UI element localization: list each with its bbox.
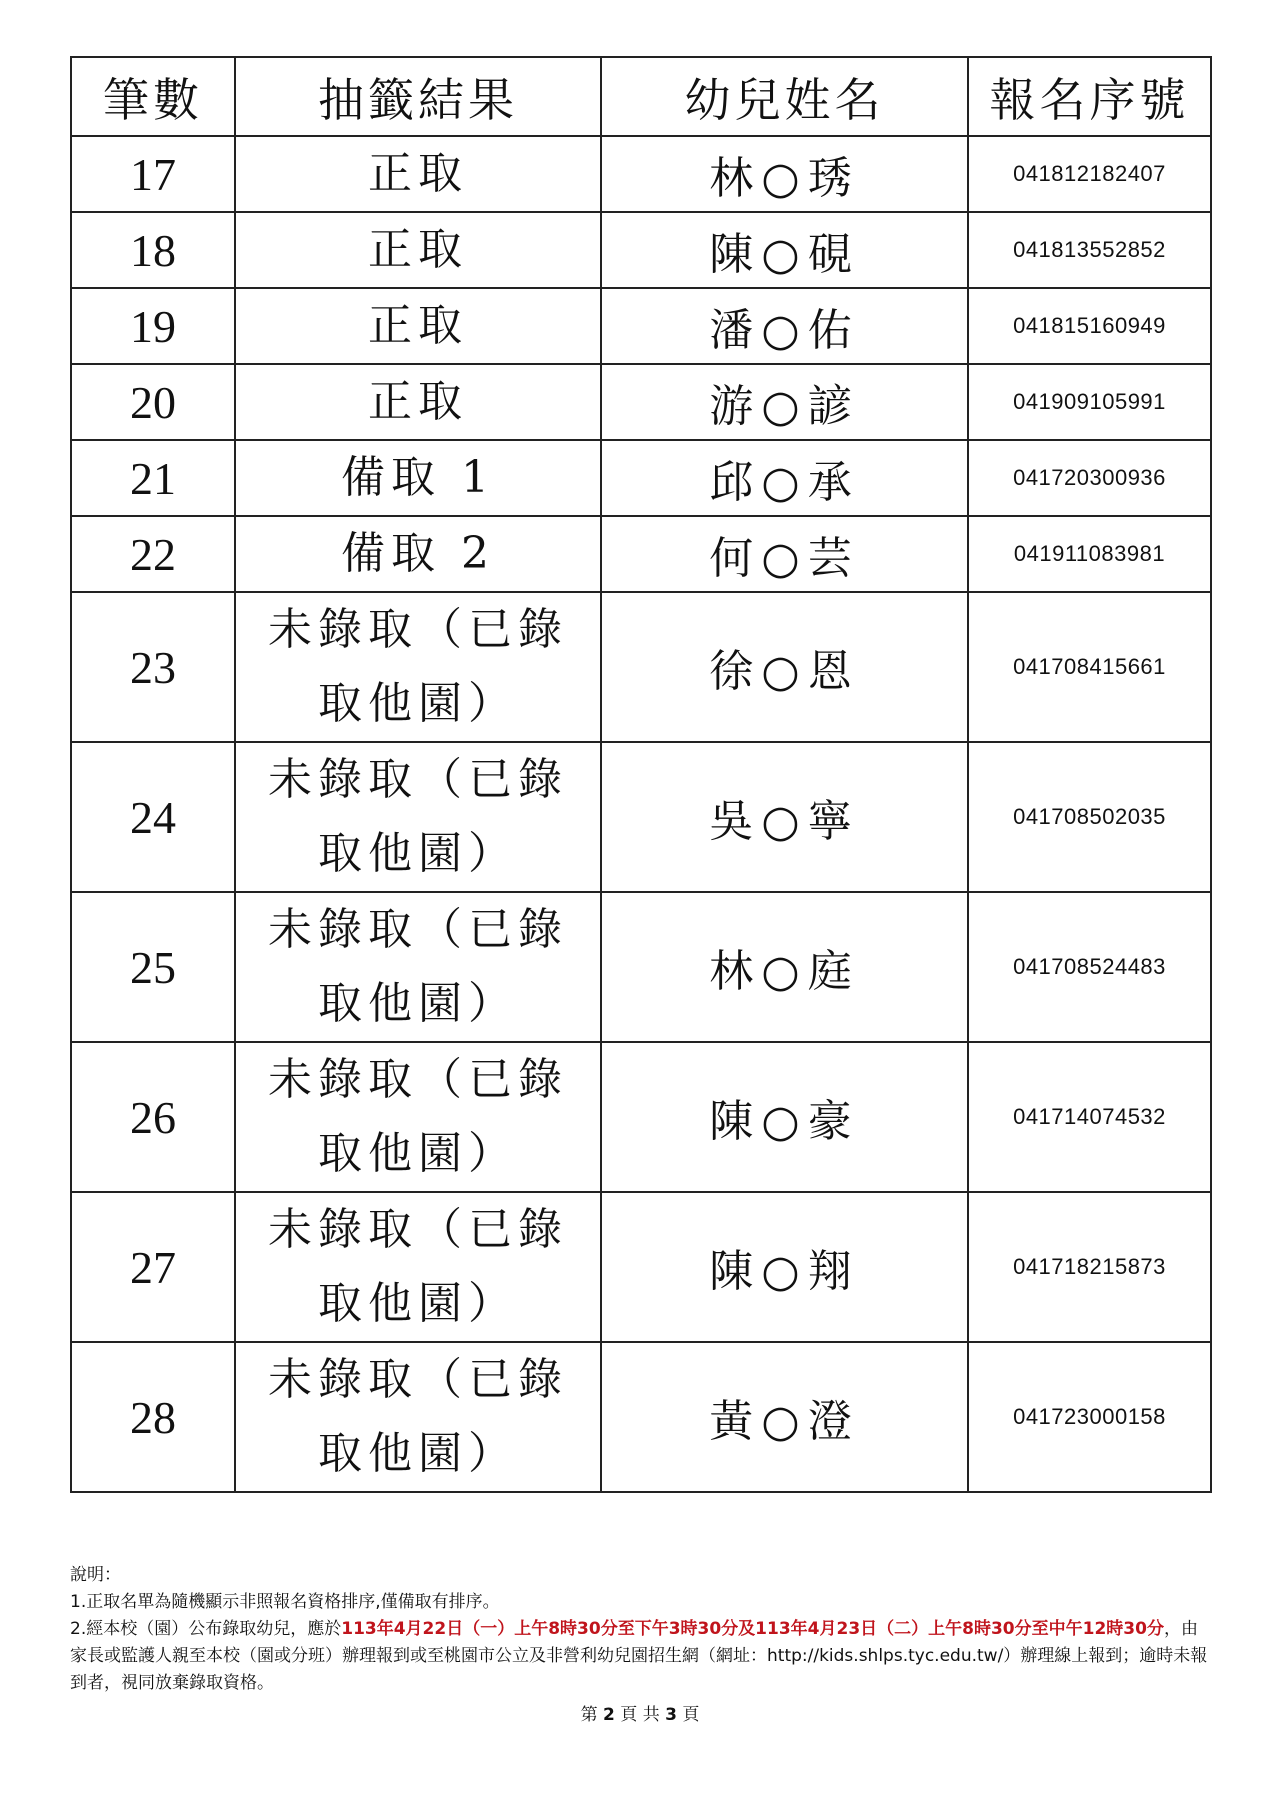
row-registration-id: 041708415661	[968, 592, 1211, 742]
header-registration-id: 報名序號	[968, 57, 1211, 136]
row-count: 18	[71, 212, 235, 288]
note-item-2	[70, 1616, 1210, 1697]
row-result	[235, 1192, 601, 1342]
table-row	[71, 136, 1211, 212]
row-registration-id: 041815160949	[968, 288, 1211, 364]
row-child-name: 黃○澄	[601, 1342, 968, 1492]
row-result	[235, 516, 601, 592]
table-row	[71, 516, 1211, 592]
table-row	[71, 892, 1211, 1042]
header-count: 筆數	[71, 57, 235, 136]
row-result-text: 正取	[368, 148, 468, 199]
row-child-name: 林○庭	[601, 892, 968, 1042]
note-item-1: 1.正取名單為隨機顯示非照報名資格排序,僅備取有排序。	[70, 1592, 500, 1612]
row-result-text: 未錄取（已錄取他園）	[268, 1354, 568, 1479]
table-body	[71, 136, 1211, 1492]
row-child-name: 吳○寧	[601, 742, 968, 892]
notes-title: 說明：	[70, 1565, 121, 1585]
row-result-text: 未錄取（已錄取他園）	[268, 754, 568, 879]
page-suffix: 頁	[682, 1705, 700, 1725]
page-middle: 頁 共	[620, 1705, 660, 1725]
row-result	[235, 1042, 601, 1192]
row-child-name: 陳○豪	[601, 1042, 968, 1192]
row-result-text: 未錄取（已錄取他園）	[268, 1054, 568, 1179]
table-header-row	[71, 57, 1211, 136]
row-registration-id: 041909105991	[968, 364, 1211, 440]
notes-section	[70, 1562, 1210, 1697]
row-result-text: 正取	[368, 376, 468, 427]
row-count: 20	[71, 364, 235, 440]
table-row	[71, 440, 1211, 516]
table-row	[71, 288, 1211, 364]
row-count: 22	[71, 516, 235, 592]
row-registration-id: 041718215873	[968, 1192, 1211, 1342]
row-result	[235, 136, 601, 212]
row-result-text: 備取 2	[341, 528, 495, 579]
row-count: 24	[71, 742, 235, 892]
page-number	[0, 1700, 1280, 1725]
row-result	[235, 440, 601, 516]
row-child-name: 游○諺	[601, 364, 968, 440]
header-result: 抽籤結果	[235, 57, 601, 136]
row-result-text: 未錄取（已錄取他園）	[268, 904, 568, 1029]
row-count: 25	[71, 892, 235, 1042]
row-count: 26	[71, 1042, 235, 1192]
row-child-name: 潘○佑	[601, 288, 968, 364]
row-result-text: 備取 1	[341, 452, 495, 503]
row-result-text: 未錄取（已錄取他園）	[268, 604, 568, 729]
table-row	[71, 1342, 1211, 1492]
table-row	[71, 1042, 1211, 1192]
row-registration-id: 041812182407	[968, 136, 1211, 212]
row-result	[235, 1342, 601, 1492]
row-child-name: 陳○硯	[601, 212, 968, 288]
row-count: 21	[71, 440, 235, 516]
row-count: 19	[71, 288, 235, 364]
row-child-name: 何○芸	[601, 516, 968, 592]
table-row	[71, 742, 1211, 892]
row-result	[235, 288, 601, 364]
row-result	[235, 592, 601, 742]
row-result-text: 未錄取（已錄取他園）	[268, 1204, 568, 1329]
row-registration-id: 041911083981	[968, 516, 1211, 592]
row-count: 17	[71, 136, 235, 212]
note-item-2-post: ，由家長或監護人親至本校（園或分班）辦理報到或至桃園市公立及非營利幼兒園招生網（網址：http://kids.shlps.tyc.edu.tw/）辦理線上報到；逾時未報到者，視同放棄錄取資格。	[70, 1619, 1208, 1693]
table-row	[71, 592, 1211, 742]
row-result-text: 正取	[368, 224, 468, 275]
table-row	[71, 364, 1211, 440]
row-registration-id: 041813552852	[968, 212, 1211, 288]
row-result	[235, 892, 601, 1042]
row-registration-id: 041723000158	[968, 1342, 1211, 1492]
row-count: 28	[71, 1342, 235, 1492]
header-child-name: 幼兒姓名	[601, 57, 968, 136]
row-result-text: 正取	[368, 300, 468, 351]
row-registration-id: 041720300936	[968, 440, 1211, 516]
row-count: 23	[71, 592, 235, 742]
row-result	[235, 742, 601, 892]
row-registration-id: 041708524483	[968, 892, 1211, 1042]
table-row	[71, 1192, 1211, 1342]
row-child-name: 邱○承	[601, 440, 968, 516]
table-row	[71, 212, 1211, 288]
row-count: 27	[71, 1192, 235, 1342]
row-result	[235, 212, 601, 288]
current-page: 2	[603, 1705, 615, 1725]
row-child-name: 陳○翔	[601, 1192, 968, 1342]
row-child-name: 林○琇	[601, 136, 968, 212]
row-result	[235, 364, 601, 440]
admission-result-table	[70, 56, 1212, 1493]
page-prefix: 第	[580, 1705, 598, 1725]
row-registration-id: 041714074532	[968, 1042, 1211, 1192]
total-pages: 3	[665, 1705, 677, 1725]
note-item-2-pre: 2.經本校（園）公布錄取幼兒，應於	[70, 1619, 342, 1639]
row-child-name: 徐○恩	[601, 592, 968, 742]
row-registration-id: 041708502035	[968, 742, 1211, 892]
note-item-2-dates: 113年4月22日（一）上午8時30分至下午3時30分及113年4月23日（二）上午8時30分至中午12時30分	[341, 1619, 1164, 1639]
